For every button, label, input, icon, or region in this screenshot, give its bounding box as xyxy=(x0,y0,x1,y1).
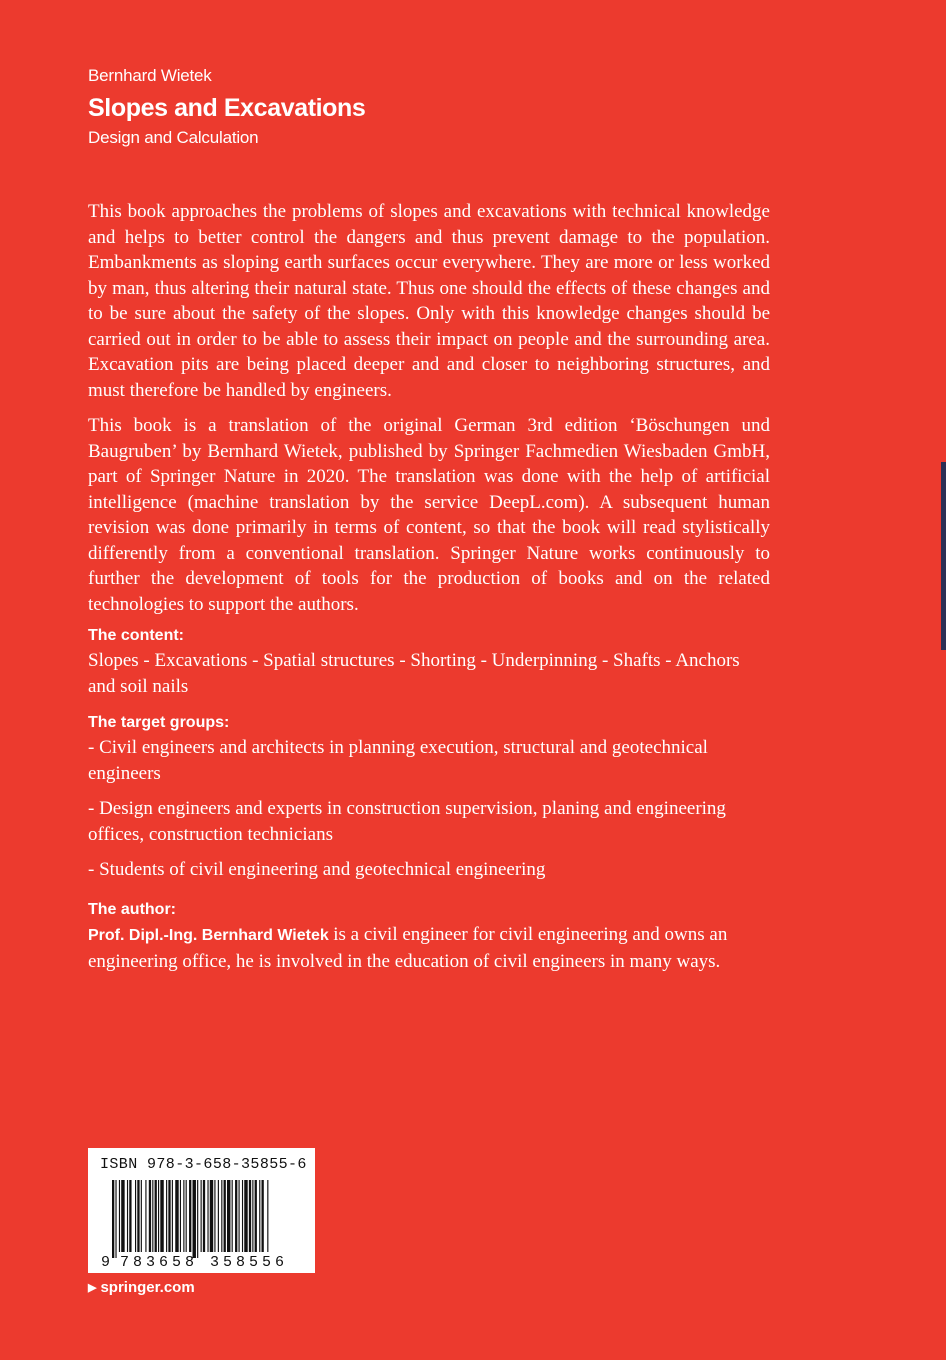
blurb xyxy=(88,199,770,627)
barcode-bar xyxy=(218,1180,219,1252)
barcode-bar xyxy=(172,1180,173,1252)
barcode-digits-right: 358556 xyxy=(210,1254,289,1271)
springer-url: springer.com xyxy=(100,1279,195,1296)
author-heading: The author: xyxy=(88,901,176,918)
barcode-bar xyxy=(207,1180,208,1252)
barcode-graphic xyxy=(88,1148,315,1273)
barcode-bar xyxy=(186,1180,187,1252)
barcode-bar xyxy=(203,1180,205,1252)
author-bio xyxy=(88,922,770,974)
barcode-bar xyxy=(259,1180,260,1252)
target-group-item: - Civil engineers and architects in planning execution, structural and geotechnical engineers xyxy=(88,737,708,784)
barcode-bar xyxy=(168,1180,170,1252)
book-subtitle: Design and Calculation xyxy=(88,128,259,147)
barcode-bar xyxy=(175,1180,178,1252)
barcode-digits-left: 783658 xyxy=(120,1254,199,1271)
barcode-bar xyxy=(224,1180,226,1252)
barcode-bar xyxy=(135,1180,136,1252)
barcode-bar xyxy=(252,1180,253,1252)
target-groups-heading: The target groups: xyxy=(88,714,230,731)
target-group-item: - Design engineers and experts in construction supervision, planing and engineering offices, construction technicians xyxy=(88,798,726,845)
barcode-bar xyxy=(180,1180,181,1252)
barcode-bar xyxy=(129,1180,131,1252)
barcode-bar xyxy=(197,1180,198,1258)
barcode-bar xyxy=(189,1180,191,1252)
barcode-bar xyxy=(160,1180,163,1252)
barcode-bar xyxy=(112,1180,114,1258)
barcode-bar xyxy=(255,1180,257,1252)
author-bio-text: is a civil engineer for civil engineering and owns an engineering office, he is involved in the education of civil engineers in many ways. xyxy=(88,924,728,972)
barcode-bar xyxy=(137,1180,139,1252)
barcode-digit-first: 9 xyxy=(101,1254,111,1271)
barcode-bar xyxy=(121,1180,124,1252)
barcode-bar xyxy=(115,1180,116,1258)
barcode-bar xyxy=(242,1180,243,1252)
barcode-bar xyxy=(221,1180,222,1252)
target-group-item: - Students of civil engineering and geotechnical engineering xyxy=(88,859,546,880)
barcode-bar xyxy=(201,1180,202,1252)
content-heading: The content: xyxy=(88,627,184,644)
author-name: Bernhard Wietek xyxy=(88,66,212,85)
springer-link[interactable] xyxy=(88,1279,195,1296)
barcode-bar xyxy=(193,1180,196,1258)
barcode-bar xyxy=(166,1180,167,1252)
barcode-bar xyxy=(119,1180,120,1252)
barcode-bar xyxy=(127,1180,128,1252)
barcode-bar xyxy=(183,1180,184,1252)
barcode-bar xyxy=(141,1180,142,1252)
barcode-bar xyxy=(249,1180,251,1252)
arrow-right-icon: ▶ xyxy=(88,1282,97,1294)
blurb-paragraph-2: This book is a translation of the original German 3rd edition ‘Böschungen und Baugruben’ by Bernhard Wietek, published by Springer Fachmedien Wiesbaden GmbH, part of Springer Nature in 2020. The translation was done with the help of artificial intelligence (machine translation by the service DeepL.com). A subsequent human revision was done primarily in terms of content, so that the book will read stylistically differently from a conventional translation. Springer Nature works continuously to further the development of tools for the production of books and on the related technologies to support the authors. xyxy=(88,415,770,615)
barcode-bar xyxy=(227,1180,230,1252)
barcode-bar xyxy=(158,1180,159,1252)
barcode xyxy=(88,1148,315,1273)
barcode-bar xyxy=(152,1180,153,1252)
barcode-bar xyxy=(235,1180,237,1252)
barcode-bar xyxy=(239,1180,240,1252)
author-bio-name: Prof. Dipl.-Ing. Bernhard Wietek xyxy=(88,927,334,944)
barcode-bar xyxy=(155,1180,157,1252)
content-text: Slopes - Excavations - Spatial structures - Shorting - Underpinning - Shafts - Anchors and soil nails xyxy=(88,650,740,697)
barcode-bar xyxy=(145,1180,146,1252)
spine-edge-mark xyxy=(941,462,946,650)
barcode-bar xyxy=(262,1180,264,1252)
blurb-paragraph-1: This book approaches the problems of slopes and excavations with technical knowledge and helps to better control the dangers and thus prevent damage to the population. Embankments as sloping earth surfaces occur everywhere. They are more or less worked by man, thus altering their natural state. Thus one should the effects of these changes and to be sure about the safety of the slopes. Only with this knowledge changes should be carried out in order to be able to assess their impact on people and the surrounding area. Excavation pits are being placed deeper and and closer to neighboring structures, and must therefore be handled by engineers. xyxy=(88,201,770,401)
barcode-bar xyxy=(267,1180,268,1252)
barcode-bar xyxy=(214,1180,215,1252)
book-title: Slopes and Excavations xyxy=(88,94,366,122)
barcode-bar xyxy=(232,1180,233,1252)
barcode-bar xyxy=(244,1180,247,1252)
barcode-bar xyxy=(149,1180,151,1252)
barcode-bar xyxy=(210,1180,213,1252)
isbn-label: ISBN 978-3-658-35855-6 xyxy=(100,1156,307,1173)
target-groups-list xyxy=(88,735,770,893)
